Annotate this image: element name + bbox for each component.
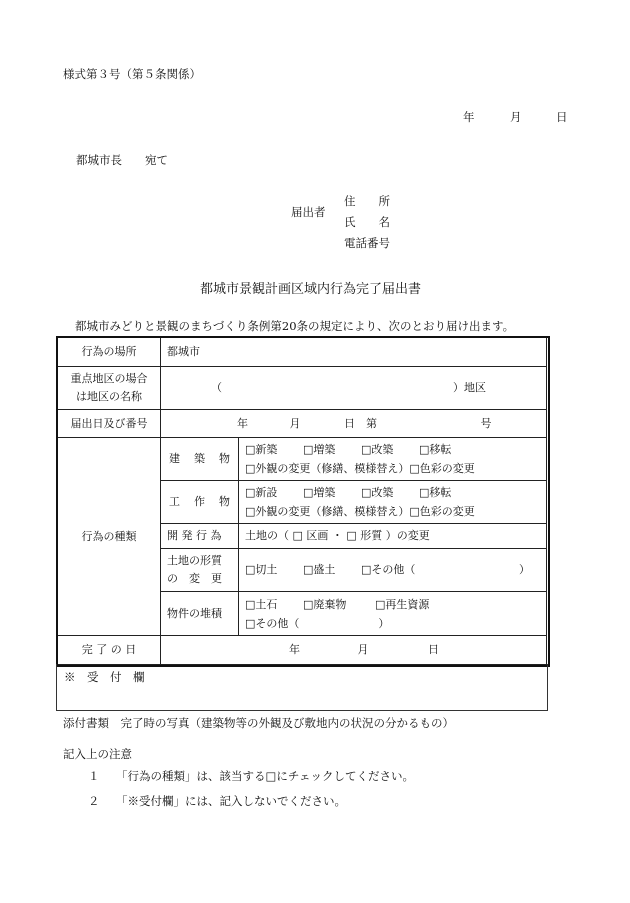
district-label: 重点地区の場合 は地区の名称 xyxy=(58,367,161,410)
completion-label: 完 了 の 日 xyxy=(58,636,161,665)
notice-field[interactable]: 年 月 日 第 号 xyxy=(161,410,547,438)
applicant-address-label: 住 所 xyxy=(344,194,390,208)
form-number: 様式第３号（第５条関係） xyxy=(63,67,201,81)
structure-label: 工 作 物 xyxy=(161,481,239,524)
development-options[interactable]: 土地の（ □ 区画 ・ □ 形質 ）の変更 xyxy=(239,524,547,549)
building-options[interactable]: □新築 □増築 □改築 □移転 □外観の変更（修繕、模様替え）□色彩の変更 xyxy=(239,438,547,481)
type-label: 行為の種類 xyxy=(58,438,161,636)
note-2-text: 「※受付欄」には、記入しないでください。 xyxy=(116,794,346,808)
document-title: 都城市景観計画区域内行為完了届出書 xyxy=(200,282,422,297)
row-completion xyxy=(58,636,547,665)
row-notice xyxy=(58,410,547,438)
receipt-label: ※ 受 付 欄 xyxy=(64,670,145,684)
building-label: 建 築 物 xyxy=(161,438,239,481)
structure-options[interactable]: □新設 □増築 □改築 □移転 □外観の変更（修繕、模様替え）□色彩の変更 xyxy=(239,481,547,524)
land-label: 土地の形質 の 変 更 xyxy=(161,549,239,592)
intro-text: 都城市みどりと景観のまちづくり条例第20条の規定により、次のとおり届け出ます。 xyxy=(75,319,515,333)
date-year: 年 xyxy=(463,110,475,124)
addressee-city: 都城市長 xyxy=(76,153,122,167)
form-table xyxy=(57,337,547,665)
applicant-phone-label: 電話番号 xyxy=(344,236,390,250)
completion-field[interactable]: 年 月 日 xyxy=(161,636,547,665)
row-building xyxy=(58,438,547,481)
date-month: 月 xyxy=(510,110,522,124)
note-1-text: 「行為の種類」は、該当する□にチェックしてください。 xyxy=(116,769,415,783)
place-value[interactable]: 都城市 xyxy=(161,338,547,367)
applicant-name-label: 氏 名 xyxy=(344,215,390,229)
notice-label: 届出日及び番号 xyxy=(58,410,161,438)
development-label: 開 発 行 為 xyxy=(161,524,239,549)
pile-options[interactable]: □土石 □廃棄物 □再生資源 □その他（ ） xyxy=(239,592,547,636)
land-options[interactable]: □切土 □盛土 □その他（ ） xyxy=(239,549,547,592)
row-district xyxy=(58,367,547,410)
date-day: 日 xyxy=(556,110,568,124)
note-1-number: １ xyxy=(88,769,100,783)
row-place xyxy=(58,338,547,367)
district-field[interactable]: （ ）地区 xyxy=(161,367,547,410)
addressee-honorific: 宛て xyxy=(145,153,168,167)
applicant-label: 届出者 xyxy=(291,205,326,219)
pile-label: 物件の堆積 xyxy=(161,592,239,636)
place-label: 行為の場所 xyxy=(58,338,161,367)
note-2-number: ２ xyxy=(88,794,100,808)
notes-heading: 記入上の注意 xyxy=(63,747,132,761)
receipt-box xyxy=(56,664,548,711)
attachment-note: 添付書類 完了時の写真（建築物等の外観及び敷地内の状況の分かるもの） xyxy=(63,716,454,730)
